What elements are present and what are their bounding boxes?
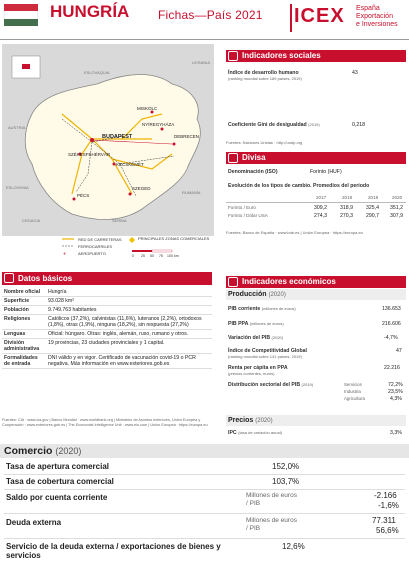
ipc-value: 3,3%	[390, 430, 402, 436]
map-city: SZEGED	[132, 186, 151, 191]
hungary-flag-icon	[4, 4, 38, 26]
divisa-section	[226, 166, 406, 242]
fx-year: 2020	[392, 195, 403, 200]
svg-text:CROACIA: CROACIA	[22, 218, 41, 223]
denom-label: Denominación (ISO)	[228, 169, 278, 175]
svg-text:UCRANIA: UCRANIA	[192, 60, 211, 65]
legend-rail: FERROCARRILES	[78, 244, 113, 249]
servicio-deuda-value: 12,6%	[282, 542, 305, 551]
legend-roads: RED DE CARRETERAS	[78, 237, 122, 242]
sector-value: 4,3%	[390, 396, 402, 402]
social-idh-label: Índice de desarrollo humano	[228, 70, 299, 76]
map-svg	[2, 44, 214, 262]
svg-text:25: 25	[141, 254, 145, 258]
legend-airport: AEROPUERTO	[78, 251, 106, 256]
icex-logo	[290, 2, 405, 36]
cobertura-label: Tasa de cobertura comercial	[6, 477, 114, 486]
basicos-header: Datos básicos	[2, 272, 212, 285]
map-city: PÉCS	[77, 193, 90, 198]
map-city: SZÉKESFEHÉRVÁR	[68, 152, 111, 157]
apertura-value: 152,0%	[272, 462, 300, 471]
svg-text:RUMANÍA: RUMANÍA	[182, 190, 201, 195]
country-title: HUNGRÍA	[50, 2, 130, 21]
pib-var-label: Variación del PIB	[228, 335, 271, 341]
deuda-units: Millones de euros / PIB	[246, 517, 297, 532]
sector-name: Servicios	[344, 382, 362, 387]
divisa-source: Fuentes: Banco de España · www.bde.es | Unión Europea · https://europa.eu	[226, 230, 363, 235]
sector-label: Distribución sectorial del PIB	[228, 382, 301, 388]
fx-year: 2019	[368, 195, 379, 200]
logo-text: ICEX	[294, 5, 345, 27]
denom-value: Forinto (HUF)	[310, 169, 342, 175]
divisa-header: Divisa	[226, 152, 406, 164]
fx-cell: 351,2	[390, 205, 403, 211]
sector-value: 72,2%	[388, 382, 403, 388]
airplane-icon: ✈	[63, 251, 67, 256]
fx-cell: 318,9	[340, 205, 353, 211]
fx-year: 2017	[316, 195, 327, 200]
svg-text:ESLOVENIA: ESLOVENIA	[6, 185, 29, 190]
page-header	[0, 0, 409, 40]
renta-value: 22.216	[384, 365, 400, 371]
fx-cell: 307,9	[390, 213, 403, 219]
svg-text:km: km	[174, 254, 179, 258]
icg-value: 47	[396, 348, 402, 354]
table-row: Nombre oficial Hungría	[2, 288, 212, 297]
fx-cell: 309,2	[314, 205, 327, 211]
sector-name: Industria	[344, 389, 361, 394]
social-gini-label: Coeficiente Gini de desigualdad	[228, 122, 307, 128]
saldo-units: Millones de euros / PIB	[246, 492, 297, 507]
svg-text:0: 0	[132, 254, 134, 258]
svg-text:100: 100	[167, 254, 173, 258]
economicos-section: Producción (2020) PIB corriente (millones de euros) 136.653 PIB PPA (millones de euros) 216.606 Variación del PIB (2020) -4,7% Índice de Competitividad Global (ranking mundial sobre 141 países, 2019) 47 Renta per cápita en PPA (precios corrientes, euros) 22.216 Distribución sectorial del PIB (2019) Servicios 72,2% Industria 23,5% Agricultura 4,3% Precios (2020) IPC (tasa de variación anual) 3,3%	[226, 289, 406, 439]
icg-label: Índice de Competitividad Global	[228, 348, 307, 354]
pib-ppa-label: PIB PPA	[228, 321, 249, 327]
table-row: División administrativa 19 provincias, 23 ciudades provinciales y 1 capital.	[2, 339, 212, 354]
country-map	[2, 44, 214, 262]
social-gini-value: 0,218	[352, 122, 365, 128]
logo-tagline: España Exportación e Inversiones	[356, 5, 398, 28]
fx-cell: 270,3	[340, 213, 353, 219]
fx-cell: 325,4	[366, 205, 379, 211]
comercio-title: Comercio (2020)	[4, 445, 82, 457]
map-city: DEBRECEN	[174, 134, 200, 139]
table-row: Lenguas Oficial: húngaro. Otras: inglés, alemán, ruso, rumano y otros.	[2, 330, 212, 339]
saldo-pib: -1,6%	[378, 501, 399, 510]
page-subtitle: Fichas—País 2021	[158, 8, 263, 22]
svg-text:ESLOVAQUIA: ESLOVAQUIA	[84, 70, 110, 75]
apertura-label: Tasa de apertura comercial	[6, 462, 110, 471]
svg-text:50: 50	[150, 254, 154, 258]
social-idh-value: 43	[352, 70, 358, 76]
pib-ppa-value: 216.606	[382, 321, 401, 327]
prod-title: Producción (2020)	[228, 291, 286, 298]
sector-name: Agricultura	[344, 396, 365, 401]
deuda-pib: 56,6%	[376, 526, 399, 535]
ipc-label: IPC	[228, 430, 237, 436]
deuda-label: Deuda externa	[6, 518, 62, 527]
svg-text:SERBIA: SERBIA	[112, 218, 127, 223]
map-city: NYÍREGYHÁZA	[142, 122, 175, 127]
pib-value: 136.653	[382, 306, 401, 312]
pib-label: PIB corriente	[228, 306, 261, 312]
saldo-value: -2.166	[374, 491, 397, 500]
social-header: Indicadores sociales	[226, 50, 406, 62]
table-row: Formalidades de entrada DNI válido y en vigor. Certificado de vacunación covid-19 o PCR negativa. Más información en www.exteriores.gob.es	[2, 354, 212, 369]
map-city: KECSKEMÉT	[116, 162, 144, 167]
social-source: Fuentes: Naciones Unidas · http://undp.org	[226, 140, 303, 145]
inset-map	[12, 56, 40, 78]
map-city: BUDAPEST	[102, 134, 133, 140]
servicio-deuda-label: Servicio de la deuda externa / exportaciones de bienes y servicios	[6, 542, 221, 560]
economicos-header: Indicadores económicos	[226, 276, 406, 288]
fx-row-label: Forinto / Dólar USA	[228, 213, 268, 218]
map-scale	[132, 250, 179, 258]
pib-var-value: -4,7%	[384, 335, 398, 341]
table-row: Superficie 93.028 km²	[2, 297, 212, 306]
table-row: Religiones Católicos (37,2%), calvinistas (11,6%), luteranos (2,2%), ortodoxos (1,8%), otras (1,9%), ninguna (18,2%), sin respuesta (27,2%)	[2, 315, 212, 330]
fx-year: 2018	[342, 195, 353, 200]
sector-value: 23,5%	[388, 389, 403, 395]
fx-cell: 274,3	[314, 213, 327, 219]
precios-title: Precios (2020)	[228, 417, 273, 424]
saldo-label: Saldo por cuenta corriente	[6, 493, 108, 502]
deuda-value: 77.311	[372, 516, 396, 525]
svg-text:AUSTRIA: AUSTRIA	[8, 125, 26, 130]
cobertura-value: 103,7%	[272, 477, 300, 486]
legend-zones: PRINCIPALES ZONAS COMERCIALES	[138, 236, 210, 241]
basicos-source: Fuentes: CIA · www.cia.gov | Banco Mundial · www.worldbank.org | Ministerio de Asuntos exteriores, Unión Europea y Cooperación · www.exteriores.gob.es | The Economist Intelligence Unit · www.eiu.com | Unión Europea · https://europa.eu	[2, 418, 208, 427]
fx-cell: 290,7	[366, 213, 379, 219]
fx-title: Evolución de los tipos de cambio. Promedios del periodo	[228, 183, 370, 189]
map-city: MISKOLC	[137, 106, 158, 111]
renta-label: Renta per cápita en PPA	[228, 365, 288, 371]
social-section: Índice de desarrollo humano (ranking mundial sobre 189 países, 2019) 43 Coeficiente Gini de desigualdad (2019) 0,218 Fuentes: Naciones Unidas · http://undp.org	[226, 70, 365, 145]
basicos-table	[2, 288, 212, 369]
fx-row-label: Forinto / Euro	[228, 205, 256, 210]
table-row: Población 9.749.763 habitantes	[2, 306, 212, 315]
svg-text:75: 75	[159, 254, 163, 258]
